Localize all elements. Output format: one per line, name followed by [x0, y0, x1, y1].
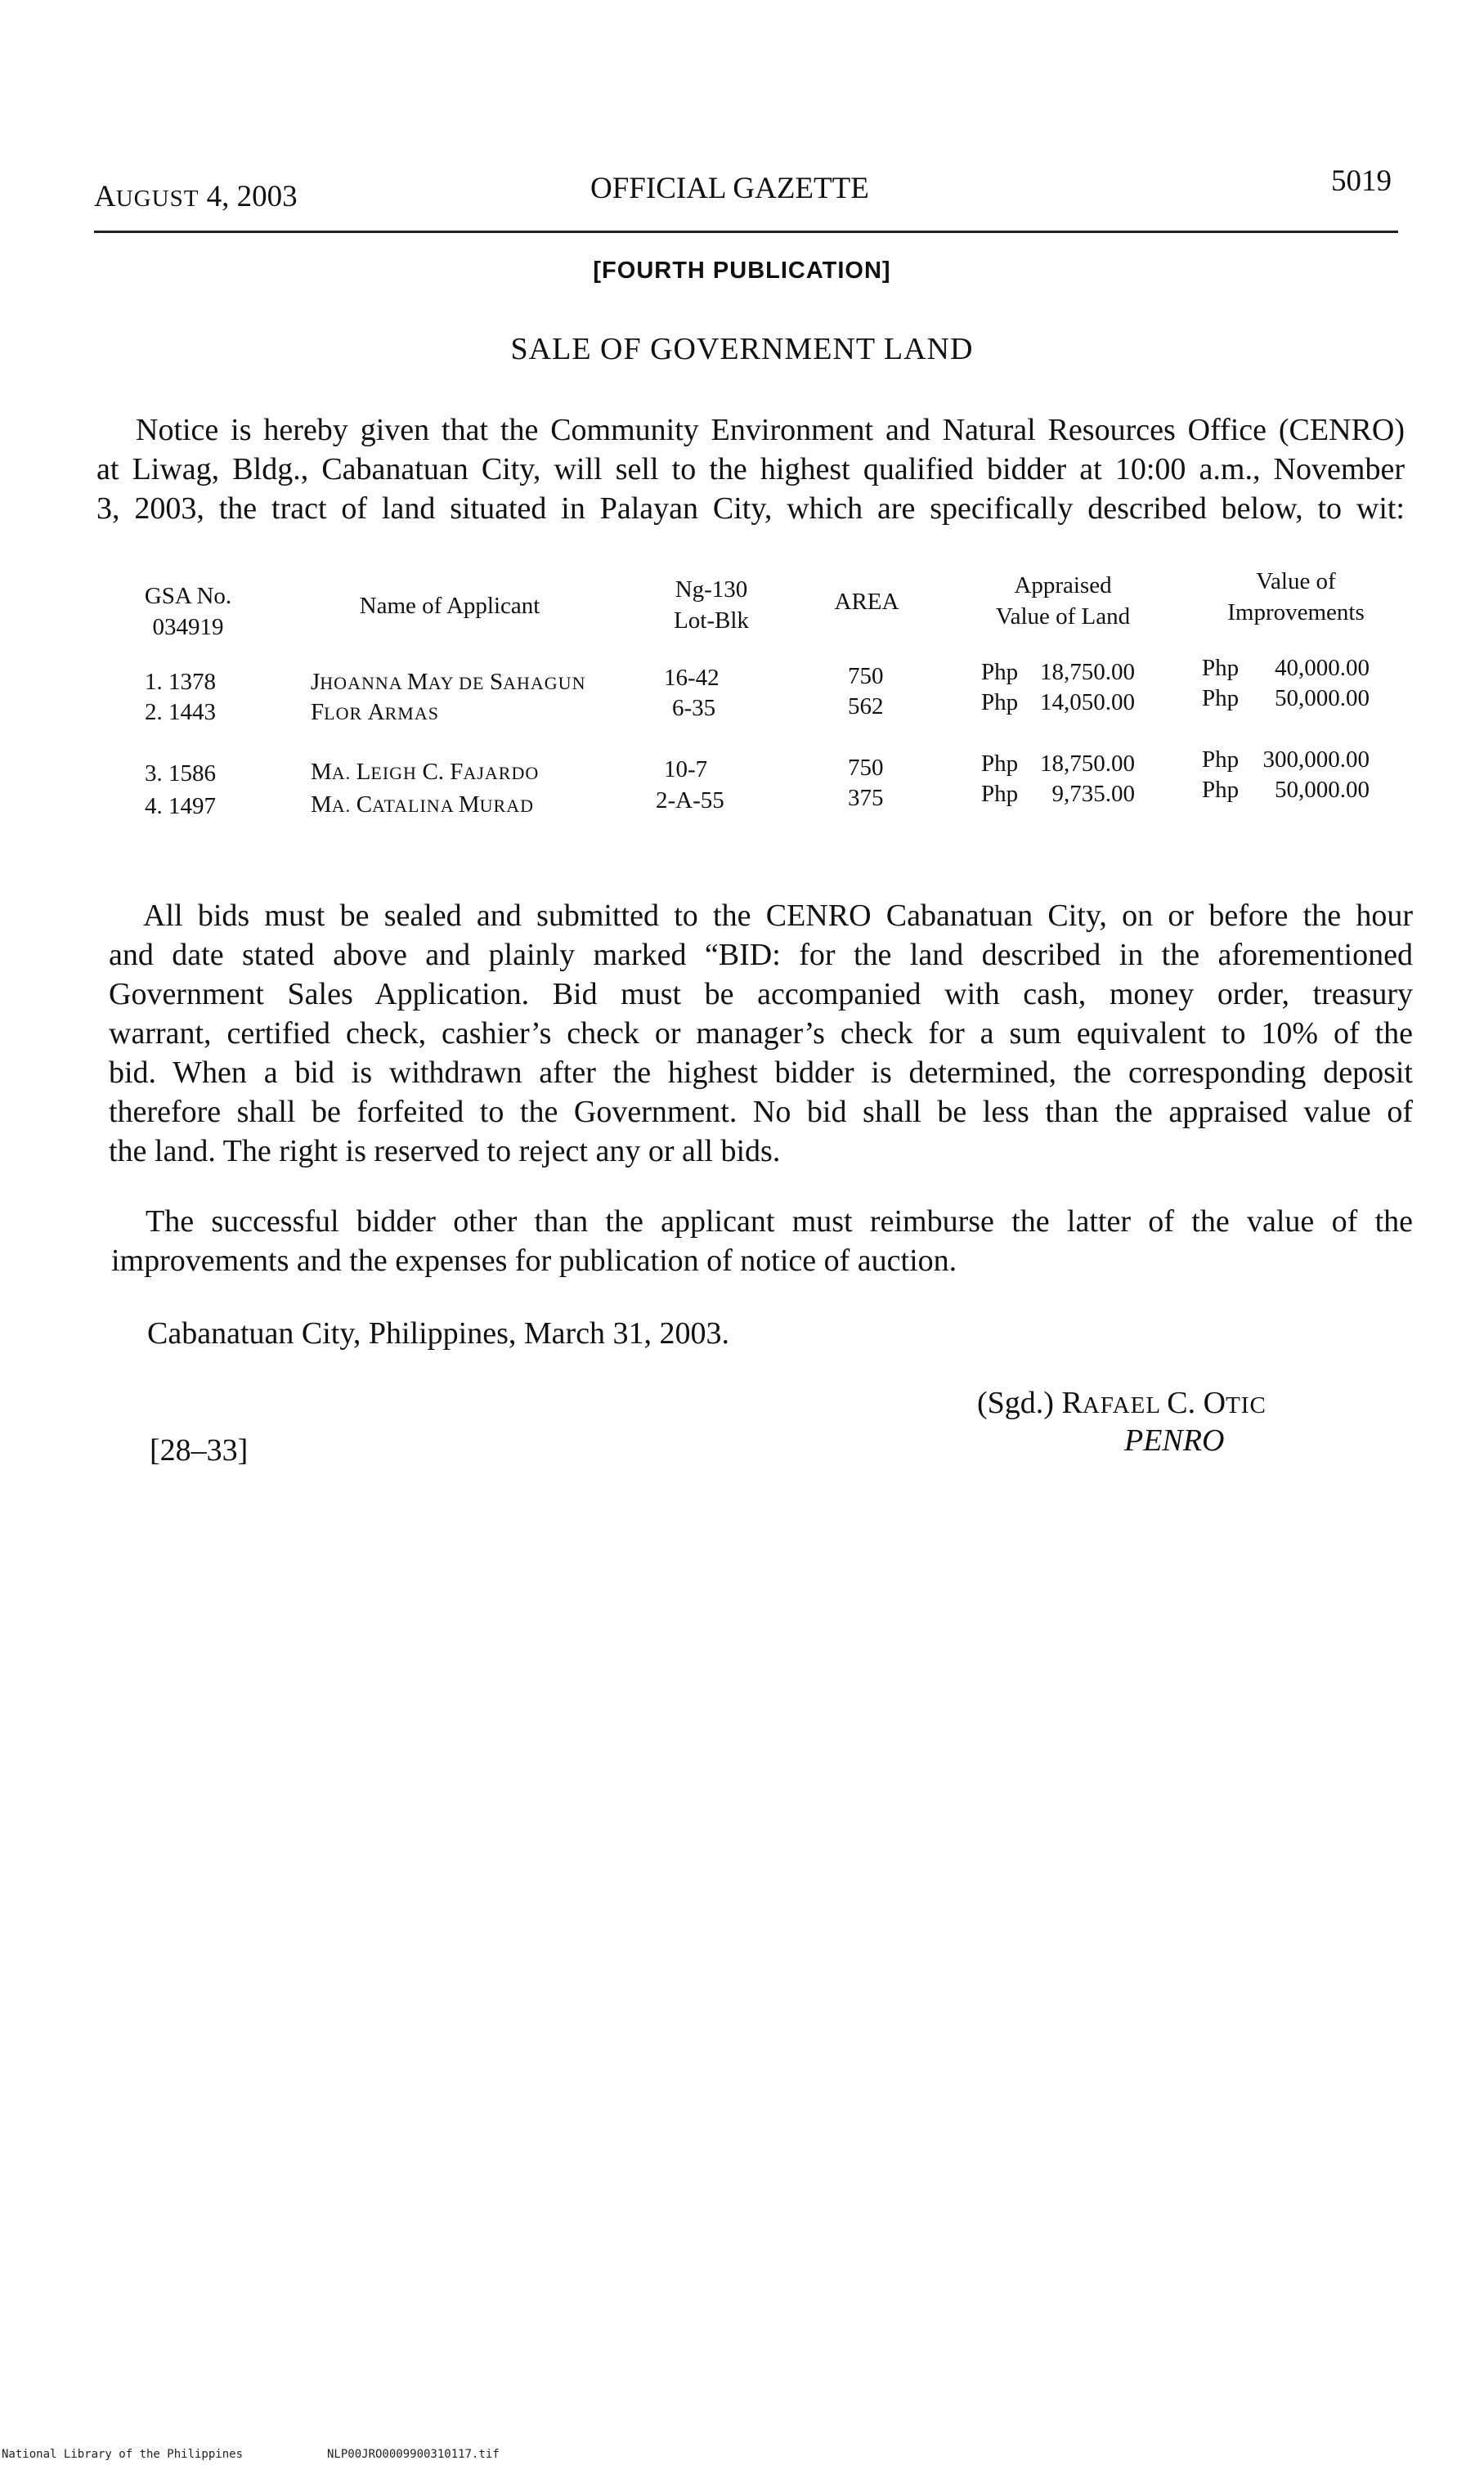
name-part: ATALINA	[372, 796, 459, 816]
header-date	[94, 182, 298, 212]
col-header-gsa-line1: GSA No.	[144, 583, 232, 609]
gazette-title: OFFICIAL GAZETTE	[590, 172, 869, 205]
header-date-month: UGUST	[115, 186, 200, 212]
name-part: J	[311, 669, 321, 695]
name-part: URAD	[479, 796, 535, 816]
col-header-appraised-line2: Value of Land	[995, 603, 1131, 630]
bids-paragraph	[109, 896, 1413, 1171]
currency-label: Php	[1202, 655, 1240, 681]
cell-gsa: 1. 1378	[145, 669, 216, 695]
cell-improvements	[1202, 748, 1370, 772]
footer-library: National Library of the Philippines	[2, 2448, 244, 2461]
name-part: A	[367, 699, 385, 725]
notice-line: 3, 2003, the tract of land situated in Palayan City, which are specifically described below, to wit:	[96, 491, 1405, 526]
name-part: AHAGUN	[503, 673, 586, 693]
col-header-gsa	[123, 580, 253, 643]
cell-applicant-name	[311, 793, 534, 817]
amount-value: 50,000.00	[1275, 685, 1370, 711]
name-part: L	[356, 759, 371, 785]
name-part: EIGH	[370, 763, 423, 783]
cell-area: 750	[848, 755, 884, 781]
col-header-area: AREA	[834, 589, 899, 615]
bids-line: therefore shall be forfeited to the Government. No bid shall be less than the appraised value of	[109, 1095, 1413, 1129]
successful-line: The successful bidder other than the applicant must reimburse the latter of the value of the	[146, 1204, 1413, 1239]
name-part: C. O	[1167, 1386, 1226, 1420]
successful-line: improvements and the expenses for publication of notice of auction.	[111, 1244, 957, 1278]
amount-value: 300,000.00	[1262, 746, 1370, 773]
bids-line: warrant, certified check, cashier’s check or manager’s check for a sum equivalent to 10% of the	[109, 1016, 1413, 1051]
col-header-gsa-line2: 034919	[152, 614, 224, 640]
name-part: C. F	[422, 759, 464, 785]
cell-appraised	[981, 752, 1135, 776]
signatory-title: PENRO	[1124, 1423, 1225, 1458]
bids-line: All bids must be sealed and submitted to the CENRO Cabanatuan City, on or before the hour	[143, 899, 1413, 933]
notice-title: SALE OF GOVERNMENT LAND	[510, 332, 974, 366]
cell-applicant-name	[311, 670, 585, 694]
currency-label: Php	[981, 689, 1019, 715]
amount-value: 40,000.00	[1275, 655, 1370, 681]
col-header-lot-line2: Lot-Blk	[674, 607, 749, 634]
name-part: HOANNA	[320, 673, 407, 693]
name-part: M	[458, 791, 480, 818]
name-part: R	[1061, 1386, 1083, 1420]
col-header-improvements-line1: Value of	[1256, 568, 1336, 594]
page-number: 5019	[1331, 164, 1392, 198]
name-part: C	[356, 791, 373, 818]
col-header-lot	[650, 574, 773, 636]
signatory-name	[1061, 1386, 1266, 1420]
name-part: M	[311, 791, 332, 818]
notice-line: Notice is hereby given that the Community Environment and Natural Resources Office (CENRO)	[136, 413, 1405, 447]
name-part: TIC	[1226, 1392, 1267, 1418]
currency-label: Php	[981, 659, 1019, 685]
amount-value: 18,750.00	[1040, 751, 1135, 777]
cell-area: 562	[848, 693, 884, 719]
signature-line	[977, 1387, 1267, 1418]
cell-area: 375	[848, 785, 884, 811]
cell-gsa: 2. 1443	[145, 699, 216, 725]
signature-sgd: (Sgd.)	[977, 1386, 1054, 1420]
name-part: RMAS	[384, 703, 439, 724]
name-part: M	[406, 669, 428, 695]
col-header-improvements	[1198, 566, 1394, 628]
cell-gsa: 3. 1586	[145, 760, 216, 787]
currency-label: Php	[1202, 685, 1240, 711]
bids-line: bid. When a bid is withdrawn after the highest bidder is determined, the corresponding deposit	[109, 1055, 1413, 1090]
name-part: S	[489, 669, 504, 695]
currency-label: Php	[981, 781, 1019, 807]
bids-line: the land. The right is reserved to reject any or all bids.	[109, 1134, 781, 1168]
notice-paragraph	[96, 410, 1405, 528]
cell-area: 750	[848, 663, 884, 689]
cell-gsa: 4. 1497	[145, 793, 216, 819]
cell-applicant-name	[311, 701, 439, 724]
name-part: AFAEL	[1082, 1392, 1168, 1418]
issue-reference: [28–33]	[150, 1433, 249, 1468]
name-part: F	[311, 699, 325, 725]
col-header-appraised	[965, 570, 1161, 632]
cell-improvements	[1202, 778, 1370, 802]
bids-line: and date stated above and plainly marked “BID: for the land described in the aforementioned	[109, 938, 1413, 972]
name-part: M	[311, 759, 332, 785]
col-header-improvements-line2: Improvements	[1227, 599, 1365, 625]
cell-applicant-name	[311, 760, 539, 784]
amount-value: 9,735.00	[1051, 781, 1135, 807]
col-header-lot-line1: Ng-130	[675, 576, 748, 603]
cell-improvements	[1202, 687, 1370, 710]
name-part: A.	[331, 796, 356, 816]
footer-file: NLP00JRO0009900310117.tif	[327, 2448, 500, 2461]
cell-appraised	[981, 661, 1135, 684]
cell-lot: 16-42	[664, 665, 720, 691]
amount-value: 50,000.00	[1275, 777, 1370, 803]
publication-label: [FOURTH PUBLICATION]	[593, 258, 891, 284]
col-header-appraised-line1: Appraised	[1014, 572, 1112, 598]
amount-value: 14,050.00	[1040, 689, 1135, 715]
cell-lot: 6-35	[672, 695, 716, 721]
currency-label: Php	[1202, 746, 1240, 773]
cell-lot: 10-7	[664, 756, 708, 782]
successful-bidder-paragraph	[111, 1202, 1413, 1280]
name-part: LOR	[324, 703, 368, 724]
header-date-initial: A	[94, 180, 116, 213]
name-part: AY DE	[428, 673, 490, 693]
header-rule	[94, 231, 1398, 233]
amount-value: 18,750.00	[1040, 659, 1135, 685]
cell-appraised	[981, 782, 1135, 806]
cell-lot: 2-A-55	[656, 787, 724, 813]
name-part: A.	[331, 763, 356, 783]
cell-improvements	[1202, 657, 1370, 680]
currency-label: Php	[981, 751, 1019, 777]
place-date: Cabanatuan City, Philippines, March 31, 2003.	[147, 1316, 730, 1351]
header-date-day-year: 4, 2003	[206, 180, 298, 213]
name-part: AJARDO	[463, 763, 540, 783]
notice-line: at Liwag, Bldg., Cabanatuan City, will sell to the highest qualified bidder at 10:00 a.m., November	[96, 452, 1405, 486]
cell-appraised	[981, 691, 1135, 715]
bids-line: Government Sales Application. Bid must be accompanied with cash, money order, treasury	[109, 977, 1413, 1011]
col-header-name: Name of Applicant	[359, 593, 540, 619]
currency-label: Php	[1202, 777, 1240, 803]
